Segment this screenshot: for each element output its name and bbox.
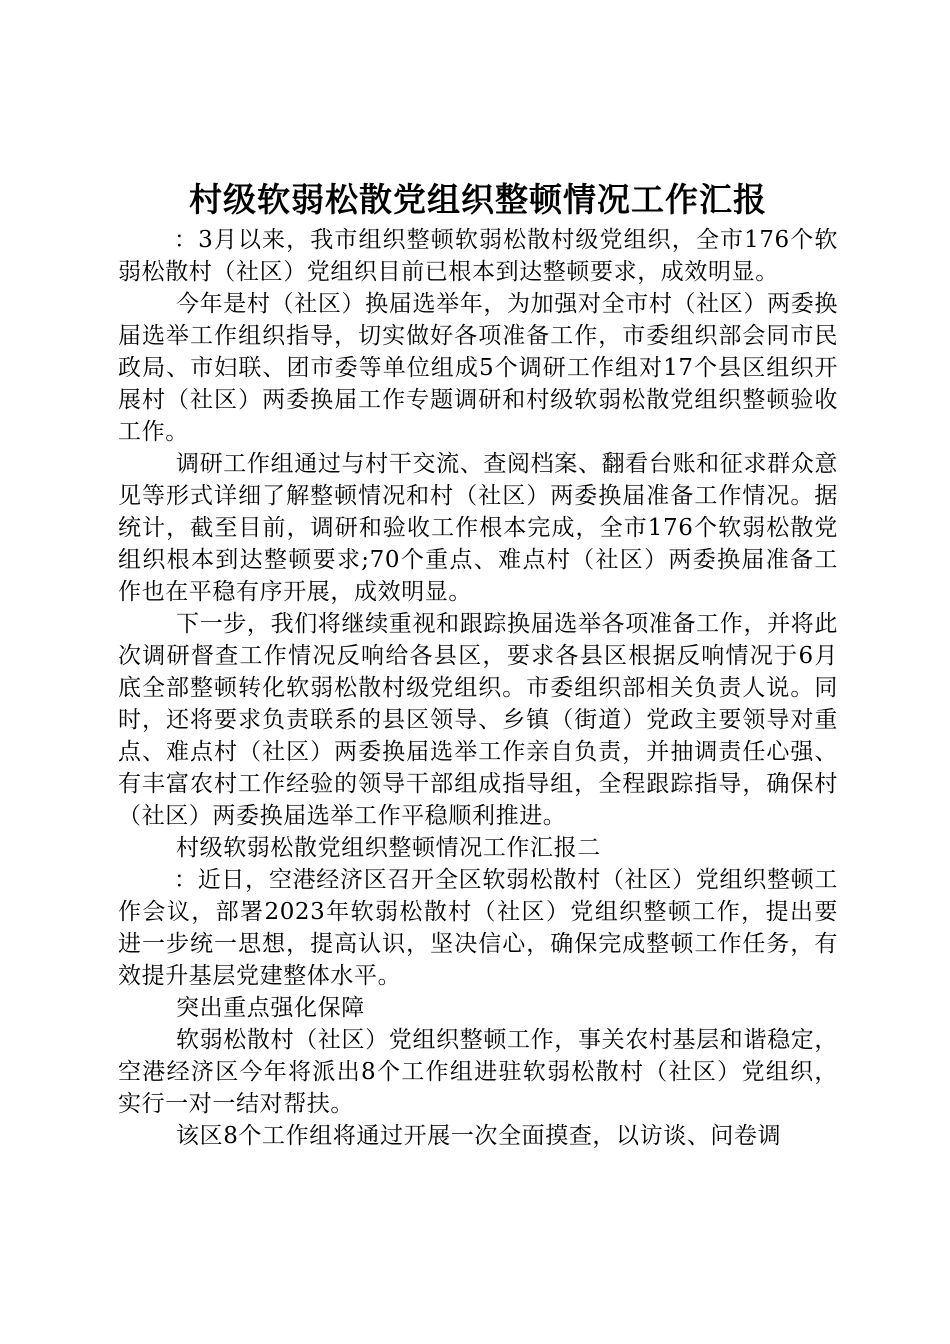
paragraph-section-2-intro: ：近日，空港经济区召开全区软弱松散村（社区）党组织整顿工作会议，部署2023年软弱松散村（社区）党组织整顿工作，提出要进一步统一思想，提高认识，坚决信心，确保完成整顿工作任务，有效提升基层党建整体水平。	[118, 867, 838, 989]
paragraph-work-groups: 软弱松散村（社区）党组织整顿工作，事关农村基层和谐稳定，空港经济区今年将派出8个工作组进驻软弱松散村（社区）党组织，实行一对一结对帮扶。	[118, 1027, 838, 1117]
paragraph-election-year: 今年是村（社区）换届选举年，为加强对全市村（社区）两委换届选举工作组织指导，切实做好各项准备工作，市委组织部会同市民政局、市妇联、团市委等单位组成5个调研工作组对17个县区组织开展村（社区）两委换届工作专题调研和村级软弱松散党组织整顿验收工作。	[118, 291, 838, 445]
subheading-focus: 突出重点强化保障	[176, 995, 365, 1021]
paragraph-survey-results: 调研工作组通过与村干交流、查阅档案、翻看台账和征求群众意见等形式详细了解整顿情况和村（社区）两委换届准备工作情况。据统计，截至目前，调研和验收工作根本完成，全市176个软弱松散党组织根本到达整顿要求;70个重点、难点村（社区）两委换届准备工作也在平稳有序开展，成效明显。	[118, 451, 838, 605]
document-page	[118, 180, 838, 1152]
paragraph-next-steps: 下一步，我们将继续重视和跟踪换届选举各项准备工作，并将此次调研督查工作情况反响给各县区，要求各县区根据反响情况于6月底全部整顿转化软弱松散村级党组织。市委组织部相关负责人说。同时，还将要求负责联系的县区领导、乡镇（街道）党政主要领导对重点、难点村（社区）两委换届选举工作亲自负责，并抽调责任心强、有丰富农村工作经验的领导干部组成指导组，全程跟踪指导，确保村（社区）两委换届选举工作平稳顺利推进。	[118, 611, 838, 829]
paragraph-survey-methods: 该区8个工作组将通过开展一次全面摸查，以访谈、问卷调	[176, 1123, 782, 1149]
document-title: 村级软弱松散党组织整顿情况工作汇报	[189, 180, 767, 219]
section-2-title: 村级软弱松散党组织整顿情况工作汇报二	[176, 835, 601, 861]
paragraph-intro: ：3月以来，我市组织整顿软弱松散村级党组织，全市176个软弱松散村（社区）党组织目前已根本到达整顿要求，成效明显。	[118, 227, 838, 285]
